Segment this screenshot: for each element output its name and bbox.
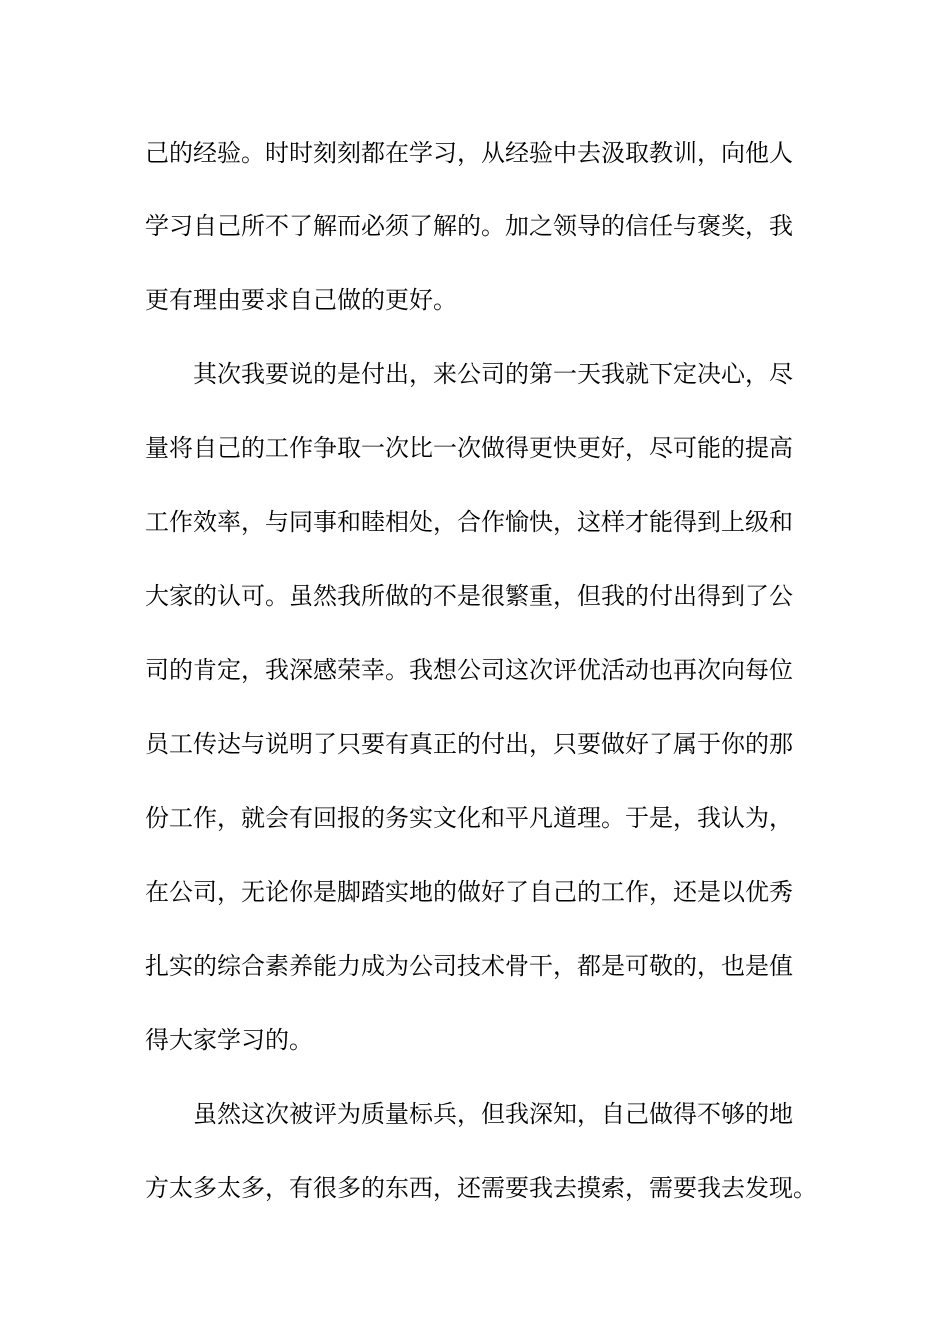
text-line: 量将自己的工作争取一次比一次做得更快更好，尽可能的提高	[145, 434, 793, 462]
paragraph-first-line: 虽然这次被评为质量标兵，但我深知，自己做得不够的地	[193, 1100, 793, 1128]
text-line: 员工传达与说明了只要有真正的付出，只要做好了属于你的那	[145, 730, 793, 758]
text-line: 司的肯定，我深感荣幸。我想公司这次评优活动也再次向每位	[145, 656, 793, 684]
text-line: 得大家学习的。	[145, 1026, 313, 1054]
text-line: 方太多太多，有很多的东西，还需要我去摸索，需要我去发现。	[145, 1174, 817, 1202]
text-line: 份工作，就会有回报的务实文化和平凡道理。于是，我认为，	[145, 804, 793, 832]
text-line: 学习自己所不了解而必须了解的。加之领导的信任与褒奖，我	[145, 212, 793, 240]
text-line: 大家的认可。虽然我所做的不是很繁重，但我的付出得到了公	[145, 582, 793, 610]
paragraph-first-line: 其次我要说的是付出，来公司的第一天我就下定决心，尽	[193, 360, 793, 388]
text-line: 工作效率，与同事和睦相处，合作愉快，这样才能得到上级和	[145, 508, 793, 536]
text-line: 扎实的综合素养能力成为公司技术骨干，都是可敬的，也是值	[145, 952, 793, 980]
text-line: 己的经验。时时刻刻都在学习，从经验中去汲取教训，向他人	[145, 139, 793, 167]
text-line: 更有理由要求自己做的更好。	[145, 286, 457, 314]
text-line: 在公司，无论你是脚踏实地的做好了自己的工作，还是以优秀	[145, 878, 793, 906]
